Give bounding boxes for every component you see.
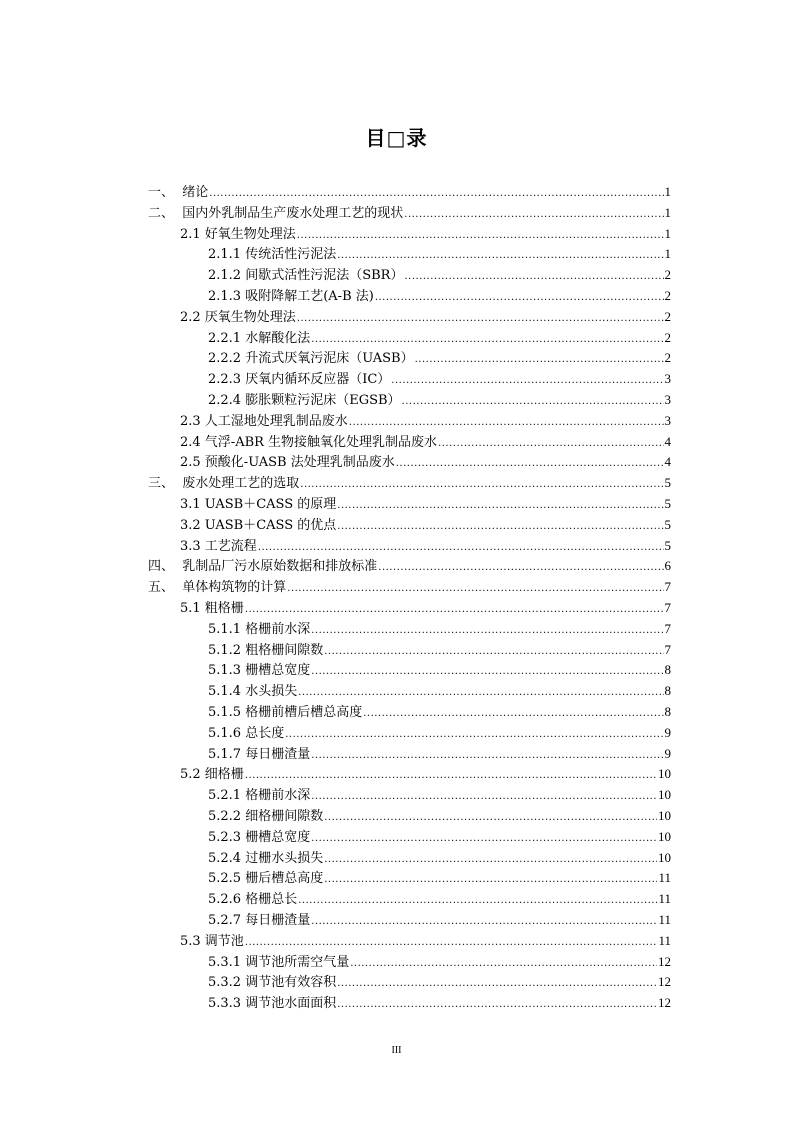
toc-entry[interactable] — [148, 181, 671, 202]
toc-leader-dots — [349, 412, 664, 433]
toc-entry-label: 2.2.3 厌氧内循环反应器（IC） — [208, 372, 391, 387]
toc-leader-dots — [311, 911, 657, 932]
toc-entry-label: 5.2 细格栅 — [180, 767, 244, 782]
toc-entry-label: 5.2.7 每日栅渣量 — [208, 913, 311, 928]
toc-entry[interactable] — [208, 243, 671, 264]
toc-entry[interactable] — [208, 805, 671, 826]
toc-entry-label: 2.4 气浮-ABR 生物接触氧化处理乳制品废水 — [180, 435, 438, 450]
toc-entry-label: 2.1.2 间歇式活性污泥法（SBR） — [208, 268, 404, 283]
toc-entry[interactable] — [180, 306, 671, 327]
toc-leader-dots — [363, 703, 663, 724]
toc-entry-page: 7 — [664, 642, 671, 657]
toc-entry[interactable] — [208, 826, 671, 847]
toc-entry-page: 7 — [664, 621, 671, 636]
toc-leader-dots — [245, 932, 658, 953]
toc-leader-dots — [300, 474, 663, 495]
page-number: III — [391, 1045, 402, 1056]
toc-entry-page: 8 — [664, 662, 671, 677]
toc-entry[interactable] — [208, 659, 671, 680]
toc-entry-label: 2.1 好氧生物处理法 — [180, 227, 296, 242]
toc-entry-page: 5 — [664, 538, 671, 553]
toc-entry[interactable] — [180, 535, 671, 556]
toc-entry-page: 5 — [664, 475, 671, 490]
toc-leader-dots — [311, 661, 663, 682]
toc-entry-page: 5 — [664, 517, 671, 532]
toc-entry[interactable] — [180, 763, 671, 784]
toc-entry-page: 5 — [664, 496, 671, 511]
toc-leader-dots — [337, 973, 657, 994]
toc-entry-label: 3.2 UASB＋CASS 的优点 — [180, 518, 337, 533]
toc-entry-label: 5.2.6 格栅总长 — [208, 892, 298, 907]
toc-entry[interactable] — [208, 971, 671, 992]
toc-entry-page: 12 — [658, 954, 671, 969]
toc-entry-label: 5.1.7 每日栅渣量 — [208, 747, 311, 762]
toc-entry-label: 5.1.4 水头损失 — [208, 684, 298, 699]
toc-entry-page: 1 — [664, 246, 671, 261]
toc-entry-label: 5.3 调节池 — [180, 934, 244, 949]
toc-leader-dots — [324, 807, 657, 828]
toc-entry-label: 3.3 工艺流程 — [180, 539, 257, 554]
toc-leader-dots — [337, 245, 663, 266]
toc-entry-page: 1 — [664, 205, 671, 220]
toc-leader-dots — [298, 890, 657, 911]
toc-entry-page: 8 — [664, 683, 671, 698]
toc-entry-page: 1 — [664, 226, 671, 241]
toc-leader-dots — [391, 370, 663, 391]
toc-leader-dots — [324, 869, 657, 890]
toc-entry[interactable] — [208, 909, 671, 930]
toc-entry-label: 2.2.1 水解酸化法 — [208, 331, 311, 346]
toc-entry-page: 2 — [664, 309, 671, 324]
toc-entry[interactable] — [148, 472, 671, 493]
toc-entry-page: 8 — [664, 704, 671, 719]
toc-entry-label: 5.2.1 格栅前水深 — [208, 788, 311, 803]
toc-leader-dots — [311, 828, 657, 849]
toc-entry-page: 9 — [664, 746, 671, 761]
toc-entry-page: 2 — [664, 267, 671, 282]
toc-entry[interactable] — [180, 410, 671, 431]
toc-entry-label: 5.1.2 粗格栅间隙数 — [208, 643, 324, 658]
toc-leader-dots — [402, 391, 664, 412]
toc-entry-page: 12 — [658, 995, 671, 1010]
toc-entry-page: 9 — [664, 725, 671, 740]
toc-entry-label: 5.1.5 格栅前槽后槽总高度 — [208, 705, 363, 720]
toc-entry[interactable] — [148, 576, 671, 597]
toc-leader-dots — [285, 724, 663, 745]
toc-entry-page: 10 — [658, 829, 671, 844]
toc-entry-label: 一、 绪论 — [148, 185, 209, 200]
toc-entry[interactable] — [208, 867, 671, 888]
toc-entry-label: 2.2 厌氧生物处理法 — [180, 310, 296, 325]
toc-entry-label: 2.1.3 吸附降解工艺(A-B 法) — [208, 289, 374, 304]
toc-leader-dots — [298, 682, 663, 703]
toc-entry-label: 5.1.6 总长度 — [208, 726, 285, 741]
toc-leader-dots — [396, 453, 664, 474]
toc-entry-page: 7 — [664, 579, 671, 594]
toc-leader-dots — [378, 557, 663, 578]
toc-entry[interactable] — [180, 493, 671, 514]
toc-entry[interactable] — [208, 618, 671, 639]
toc-entry[interactable] — [180, 597, 671, 618]
toc-entry-label: 5.1 粗格栅 — [180, 601, 244, 616]
toc-entry[interactable] — [208, 951, 671, 972]
toc-entry-label: 5.2.3 栅槽总宽度 — [208, 830, 311, 845]
toc-leader-dots — [245, 599, 664, 620]
toc-entry-page: 1 — [664, 184, 671, 199]
toc-entry-page: 3 — [664, 392, 671, 407]
toc-entry-page: 3 — [664, 413, 671, 428]
toc-entry-label: 三、 废水处理工艺的选取 — [148, 476, 300, 491]
toc-entry-label: 5.2.2 细格栅间隙数 — [208, 809, 324, 824]
toc-entry-label: 2.1.1 传统活性污泥法 — [208, 247, 337, 262]
toc-entry-label: 5.1.3 栅槽总宽度 — [208, 663, 311, 678]
toc-entry[interactable] — [180, 451, 671, 472]
toc-entry[interactable] — [208, 722, 671, 743]
toc-entry-page: 11 — [658, 891, 671, 906]
toc-leader-dots — [337, 495, 663, 516]
toc-entry-page: 7 — [664, 600, 671, 615]
toc-entry-label: 二、 国内外乳制品生产废水处理工艺的现状 — [148, 206, 404, 221]
toc-entry-page: 10 — [658, 850, 671, 865]
toc-entry-page: 4 — [664, 454, 671, 469]
toc-entry[interactable] — [208, 992, 671, 1013]
toc-entry[interactable] — [208, 347, 671, 368]
toc-entry-label: 四、 乳制品厂污水原始数据和排放标准 — [148, 559, 378, 574]
toc-entry-page: 2 — [664, 350, 671, 365]
toc-leader-dots — [337, 994, 657, 1015]
toc-leader-dots — [297, 308, 664, 329]
toc-entry[interactable] — [180, 514, 671, 535]
toc-entry-label: 5.3.3 调节池水面面积 — [208, 996, 337, 1011]
toc-entry-page: 2 — [664, 288, 671, 303]
toc-entry[interactable] — [180, 431, 671, 452]
toc-entry-label: 5.1.1 格栅前水深 — [208, 622, 311, 637]
toc-entry[interactable] — [148, 202, 671, 223]
toc-entry-label: 5.3.1 调节池所需空气量 — [208, 955, 350, 970]
toc-entry[interactable] — [208, 639, 671, 660]
toc-entry-page: 10 — [658, 808, 671, 823]
toc-leader-dots — [311, 786, 657, 807]
toc-entry[interactable] — [208, 784, 671, 805]
toc-entry[interactable] — [208, 264, 671, 285]
toc-entry[interactable] — [208, 888, 671, 909]
toc-leader-dots — [311, 620, 663, 641]
toc-entry-page: 11 — [658, 870, 671, 885]
toc-entry[interactable] — [208, 701, 671, 722]
toc-entry[interactable] — [180, 223, 671, 244]
toc-entry[interactable] — [208, 389, 671, 410]
toc-entry[interactable] — [180, 930, 671, 951]
toc-entry[interactable] — [208, 847, 671, 868]
toc-entry-label: 2.5 预酸化-UASB 法处理乳制品废水 — [180, 455, 395, 470]
toc-entry-label: 3.1 UASB＋CASS 的原理 — [180, 497, 337, 512]
toc-entry-page: 3 — [664, 371, 671, 386]
toc-leader-dots — [415, 349, 664, 370]
toc-entry-label: 5.3.2 调节池有效容积 — [208, 975, 337, 990]
toc-leader-dots — [404, 266, 663, 287]
toc-entry-page: 10 — [658, 766, 671, 781]
toc-entry-page: 12 — [658, 974, 671, 989]
toc-entry[interactable] — [208, 327, 671, 348]
toc-entry-label: 2.2.2 升流式厌氧污泥床（UASB） — [208, 351, 414, 366]
toc-leader-dots — [287, 578, 663, 599]
toc-entry-page: 6 — [664, 558, 671, 573]
toc-entry-page: 2 — [664, 330, 671, 345]
page-title: 目□录 — [365, 126, 428, 150]
toc-entry-page: 11 — [658, 912, 671, 927]
toc-leader-dots — [337, 516, 663, 537]
toc-leader-dots — [404, 204, 663, 225]
toc-entry-label: 2.2.4 膨胀颗粒污泥床（EGSB） — [208, 393, 401, 408]
toc-entry[interactable] — [208, 368, 671, 389]
toc-entry-label: 2.3 人工湿地处理乳制品废水 — [180, 414, 348, 429]
toc-entry-label: 5.2.4 过栅水头损失 — [208, 851, 324, 866]
toc-entry-page: 10 — [658, 787, 671, 802]
toc-entry-page: 4 — [664, 434, 671, 449]
toc-entry[interactable] — [148, 555, 671, 576]
toc-leader-dots — [245, 765, 657, 786]
toc-entry-page: 11 — [658, 933, 671, 948]
toc-entry[interactable] — [208, 285, 671, 306]
toc-entry-label: 五、 单体构筑物的计算 — [148, 580, 287, 595]
toc-leader-dots — [209, 183, 663, 204]
toc-entry-label: 5.2.5 栅后槽总高度 — [208, 871, 324, 886]
toc-leader-dots — [375, 287, 664, 308]
toc-entry[interactable] — [208, 743, 671, 764]
toc-entry[interactable] — [208, 680, 671, 701]
